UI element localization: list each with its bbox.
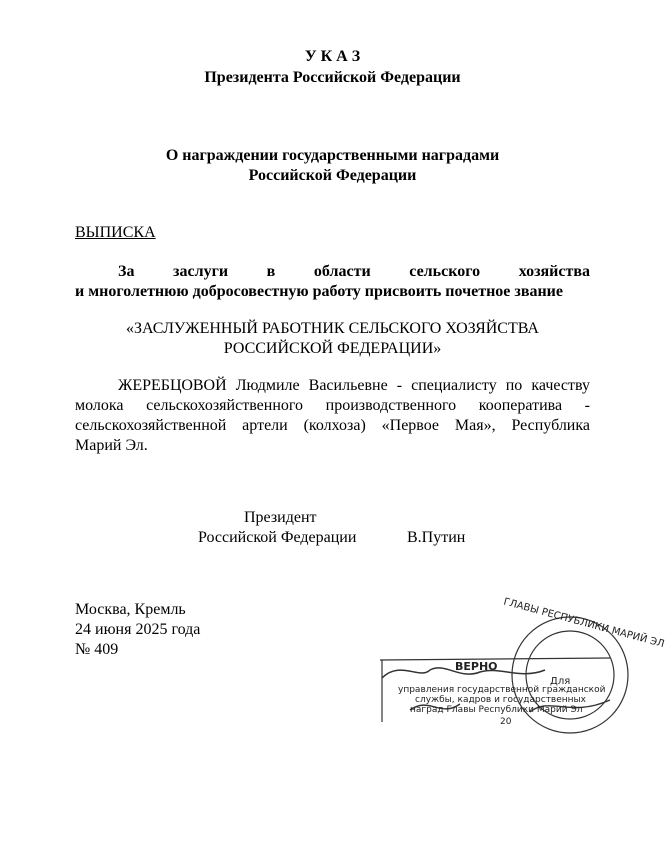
signature-position-2: Российской Федерации xyxy=(198,529,357,546)
decree-number: № 409 xyxy=(75,641,119,658)
intro-line-2: и многолетнюю добросовестную работу присвоить почетное звание xyxy=(75,283,563,300)
recipient-line-2: молока сельскохозяйственного производственного кооператива - xyxy=(75,397,590,414)
stamp-line-2: службы, кадров и государственных xyxy=(415,695,586,705)
stamp-line-3: наград Главы Республики Марий Эл xyxy=(410,705,583,715)
stamp-verified: ВЕРНО xyxy=(455,660,498,673)
stamp-date: 20 xyxy=(500,717,512,727)
stamp-line-1: управления государственной гражданской xyxy=(398,685,606,695)
signature-name: В.Путин xyxy=(407,529,466,546)
subject-line-2: Российской Федерации xyxy=(248,167,417,184)
award-title-line-1: «ЗАСЛУЖЕННЫЙ РАБОТНИК СЕЛЬСКОГО ХОЗЯЙСТВА xyxy=(126,320,539,337)
extract-label: ВЫПИСКА xyxy=(75,224,156,241)
recipient-line-4: Марий Эл. xyxy=(75,437,148,454)
certification-stamp xyxy=(370,596,665,727)
intro-line-1: За заслуги в области сельского хозяйства xyxy=(118,263,590,280)
place: Москва, Кремль xyxy=(75,601,186,618)
subject-line-1: О награждении государственными наградами xyxy=(165,147,500,164)
decree-subtitle: Президента Российской Федерации xyxy=(204,69,461,86)
recipient-line-1: ЖЕРЕБЦОВОЙ Людмиле Васильевне - специалисту по качеству xyxy=(118,377,590,394)
decree-title: У К А З xyxy=(304,48,361,65)
award-title-line-2: РОССИЙСКОЙ ФЕДЕРАЦИИ» xyxy=(223,340,442,357)
stamp-for: Для xyxy=(550,676,571,687)
recipient-line-3: сельскохозяйственной артели (колхоза) «Первое Мая», Республика xyxy=(75,417,590,434)
signature-position-1: Президент xyxy=(244,509,317,526)
date: 24 июня 2025 года xyxy=(75,621,201,638)
seal-text: ГЛАВЫ РЕСПУБЛИКИ МАРИЙ ЭЛ xyxy=(502,596,665,651)
